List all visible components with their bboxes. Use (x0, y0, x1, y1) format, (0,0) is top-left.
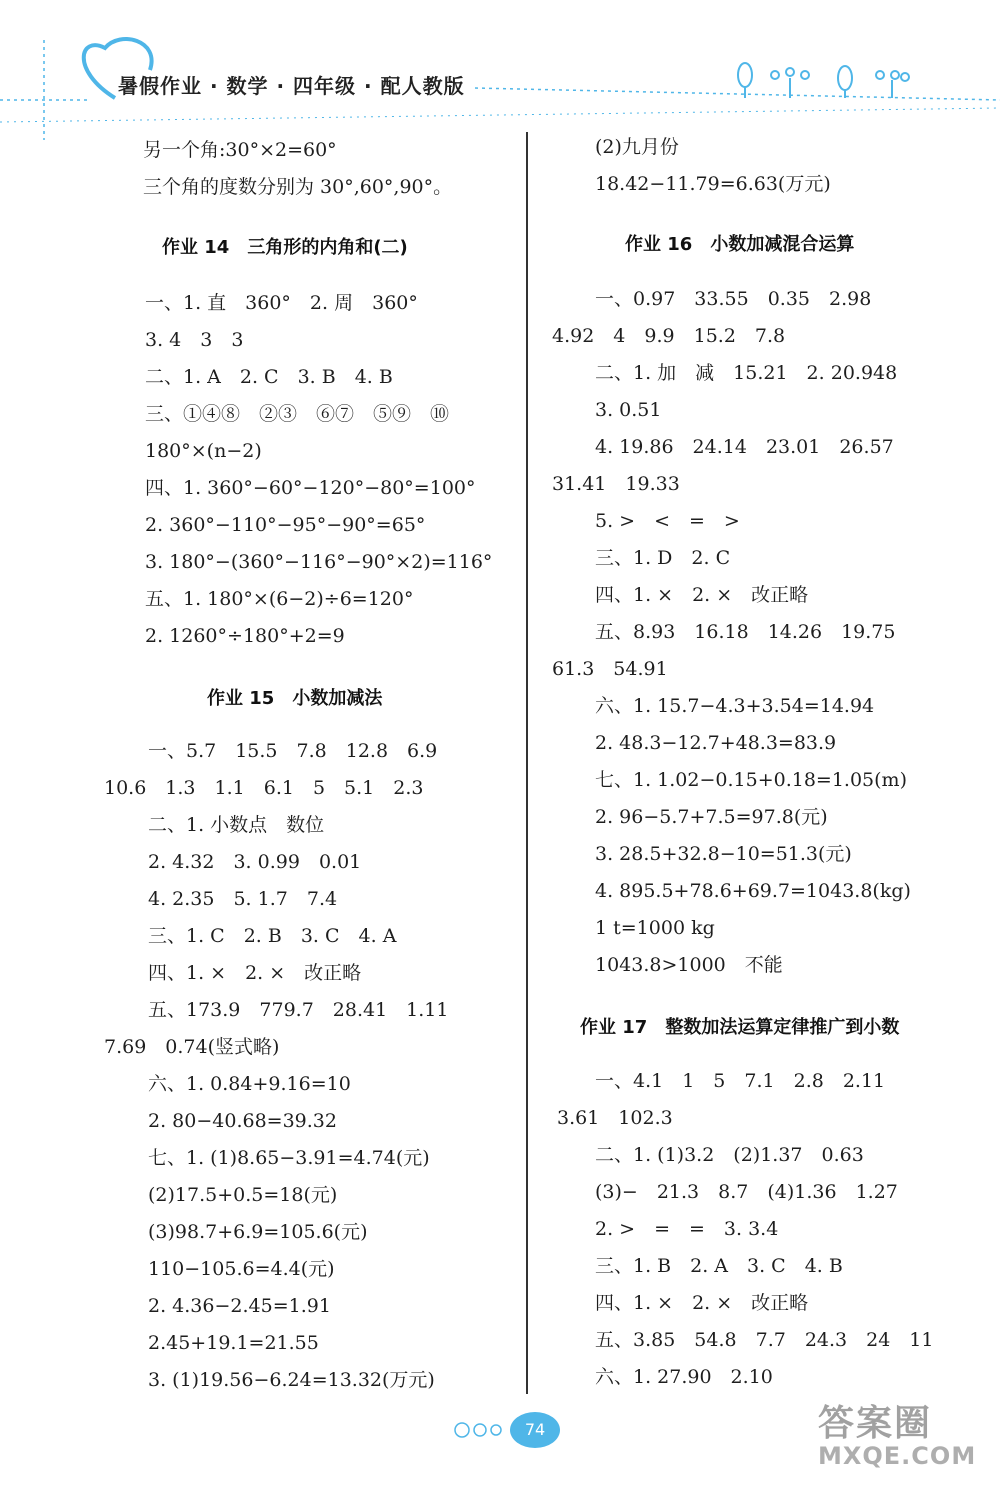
answer-line: 10.6 1.3 1.1 6.1 5 5.1 2.3 (104, 777, 424, 799)
answer-line: 3. 0.51 (595, 399, 662, 421)
answer-line: 三、1. C 2. B 3. C 4. A (148, 925, 397, 947)
watermark-url: MXQE.COM (818, 1442, 977, 1470)
flower-doodles (738, 63, 909, 98)
answer-line: 61.3 54.91 (552, 658, 668, 680)
answer-line: 一、5.7 15.5 7.8 12.8 6.9 (148, 740, 438, 762)
answer-line: 2. 1260°÷180°+2=9 (145, 625, 345, 647)
answer-line: 3.61 102.3 (557, 1107, 673, 1129)
answer-line: 110−105.6=4.4(元) (148, 1258, 335, 1280)
answer-line: 三个角的度数分别为 30°,60°,90°。 (143, 176, 453, 198)
section-heading: 作业 14 三角形的内角和(二) (162, 237, 408, 258)
answer-line: 六、1. 0.84+9.16=10 (148, 1073, 351, 1095)
answer-line: 二、1. (1)3.2 (2)1.37 0.63 (595, 1144, 864, 1166)
answer-line: 2. 80−40.68=39.32 (148, 1110, 337, 1132)
header-title: 暑假作业 · 数学 · 四年级 · 配人教版 (118, 74, 465, 98)
answer-line: 18.42−11.79=6.63(万元) (595, 173, 831, 195)
section-heading: 作业 17 整数加法运算定律推广到小数 (580, 1017, 900, 1038)
answer-line: 4.92 4 9.9 15.2 7.8 (552, 325, 786, 347)
answer-line: 2. 4.36−2.45=1.91 (148, 1295, 331, 1317)
answer-line: 三、①④⑧ ②③ ⑥⑦ ⑤⑨ ⑩ (145, 403, 450, 425)
answer-line: 一、1. 直 360° 2. 周 360° (145, 292, 418, 314)
answer-line: 一、4.1 1 5 7.1 2.8 2.11 (595, 1070, 886, 1092)
answer-line: 2. > = = 3. 3.4 (595, 1218, 779, 1240)
answer-line: 2.45+19.1=21.55 (148, 1332, 319, 1354)
page-header (0, 0, 1000, 140)
answer-line: 2. 48.3−12.7+48.3=83.9 (595, 732, 837, 754)
answer-line: 三、1. D 2. C (595, 547, 731, 569)
answer-line: 3. (1)19.56−6.24=13.32(万元) (148, 1369, 435, 1391)
answer-line: 三、1. B 2. A 3. C 4. B (595, 1255, 843, 1277)
watermark (818, 1395, 998, 1485)
footer-bubbles (450, 1418, 510, 1442)
answer-line: 7.69 0.74(竖式略) (104, 1036, 280, 1058)
answer-line: 一、0.97 33.55 0.35 2.98 (595, 288, 872, 310)
answer-line: 1043.8>1000 不能 (595, 954, 783, 976)
answer-line: 五、3.85 54.8 7.7 24.3 24 11 (595, 1329, 934, 1351)
section-heading: 作业 16 小数加减混合运算 (625, 234, 855, 255)
page-number: 74 (510, 1412, 560, 1448)
answer-line: 2. 96−5.7+7.5=97.8(元) (595, 806, 828, 828)
answer-line: (2)九月份 (595, 136, 679, 158)
answer-line: 二、1. 加 减 15.21 2. 20.948 (595, 362, 898, 384)
answer-line: 四、1. × 2. × 改正略 (595, 1292, 809, 1314)
answer-line: 六、1. 15.7−4.3+3.54=14.94 (595, 695, 875, 717)
answer-line: 六、1. 27.90 2.10 (595, 1366, 773, 1388)
answer-line: 180°×(n−2) (145, 440, 262, 462)
answer-line: 4. 19.86 24.14 23.01 26.57 (595, 436, 894, 458)
answer-line: 31.41 19.33 (552, 473, 680, 495)
answer-line: 4. 895.5+78.6+69.7=1043.8(kg) (595, 880, 911, 902)
answer-line: 3. 180°−(360°−116°−90°×2)=116° (145, 551, 493, 573)
answer-line: 五、173.9 779.7 28.41 1.11 (148, 999, 449, 1021)
answer-line: 1 t=1000 kg (595, 917, 715, 939)
answer-line: (3)98.7+6.9=105.6(元) (148, 1221, 368, 1243)
answer-line: 七、1. (1)8.65−3.91=4.74(元) (148, 1147, 430, 1169)
answer-line: 四、1. 360°−60°−120°−80°=100° (145, 477, 476, 499)
answer-line: 4. 2.35 5. 1.7 7.4 (148, 888, 338, 910)
section-heading: 作业 15 小数加减法 (207, 688, 383, 709)
answer-line: 另一个角:30°×2=60° (143, 139, 337, 161)
answer-line: 四、1. × 2. × 改正略 (148, 962, 362, 984)
answer-line: 五、8.93 16.18 14.26 19.75 (595, 621, 896, 643)
answer-line: (3)− 21.3 8.7 (4)1.36 1.27 (595, 1181, 898, 1203)
answer-line: 五、1. 180°×(6−2)÷6=120° (145, 588, 414, 610)
answer-line: 5. > < = > (595, 510, 740, 532)
answer-line: 四、1. × 2. × 改正略 (595, 584, 809, 606)
answer-line: (2)17.5+0.5=18(元) (148, 1184, 338, 1206)
answer-line: 2. 360°−110°−95°−90°=65° (145, 514, 426, 536)
answer-line: 2. 4.32 3. 0.99 0.01 (148, 851, 362, 873)
answer-line: 七、1. 1.02−0.15+0.18=1.05(m) (595, 769, 907, 791)
answer-line: 二、1. A 2. C 3. B 4. B (145, 366, 393, 388)
answer-line: 二、1. 小数点 数位 (148, 814, 325, 836)
answer-line: 3. 4 3 3 (145, 329, 244, 351)
watermark-logo: 答案圈 (818, 1403, 933, 1444)
answer-line: 3. 28.5+32.8−10=51.3(元) (595, 843, 852, 865)
column-divider (526, 132, 528, 1394)
